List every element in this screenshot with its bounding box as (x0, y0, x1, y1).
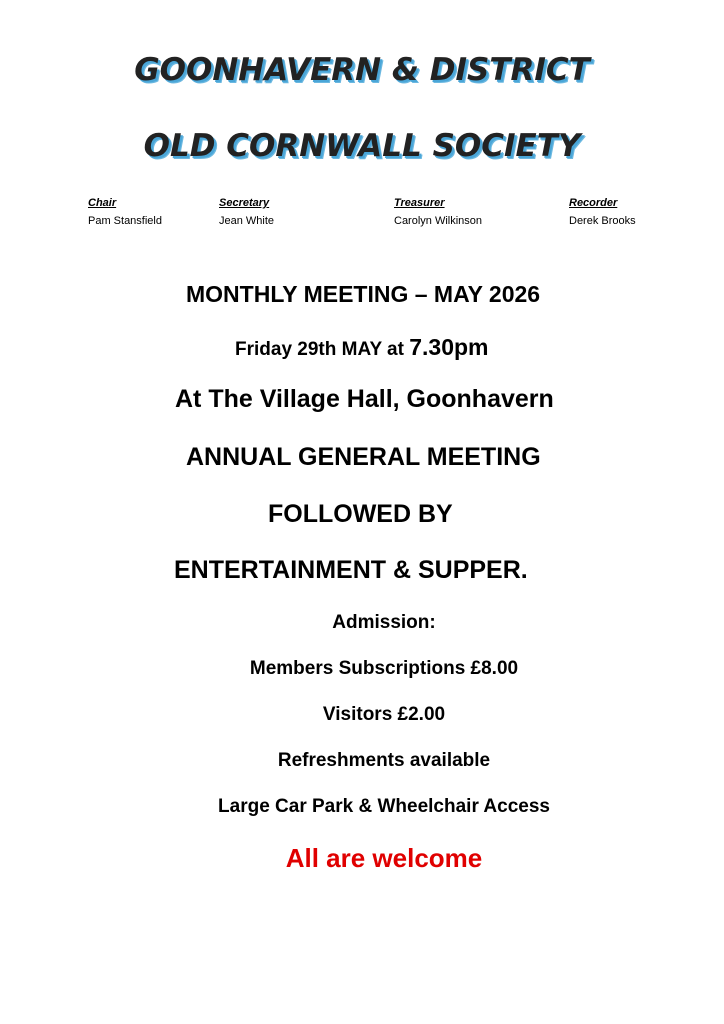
members-price: Members Subscriptions £8.00 (249, 658, 519, 679)
society-title-line-2: OLD CORNWALL SOCIETY (143, 128, 581, 164)
officer-name-secretary: Jean White (219, 215, 275, 227)
officer-role-recorder: Recorder (569, 197, 618, 209)
meeting-entertainment: ENTERTAINMENT & SUPPER. (174, 556, 528, 584)
officer-role-chair: Chair (88, 197, 117, 209)
refreshments-note: Refreshments available (277, 750, 491, 771)
meeting-date (235, 334, 489, 361)
officer-name-treasurer: Carolyn Wilkinson (394, 215, 483, 227)
access-note: Large Car Park & Wheelchair Access (218, 796, 550, 817)
visitors-price: Visitors £2.00 (322, 704, 446, 725)
officer-name-recorder: Derek Brooks (569, 215, 636, 227)
admission-label: Admission: (332, 612, 436, 633)
meeting-heading: MONTHLY MEETING – MAY 2026 (186, 281, 541, 307)
society-title-line-1: GOONHAVERN & DISTRICT (134, 52, 590, 88)
meeting-date-prefix: Friday 29th MAY at (235, 339, 410, 360)
welcome-message: All are welcome (285, 843, 483, 873)
meeting-time: 7.30pm (409, 334, 489, 360)
meeting-event: ANNUAL GENERAL MEETING (186, 443, 541, 471)
officer-role-treasurer: Treasurer (394, 197, 445, 209)
officer-name-chair: Pam Stansfield (88, 215, 162, 227)
meeting-venue: At The Village Hall, Goonhavern (175, 385, 554, 413)
officer-role-secretary: Secretary (219, 197, 270, 209)
meeting-followed-by: FOLLOWED BY (268, 500, 453, 528)
